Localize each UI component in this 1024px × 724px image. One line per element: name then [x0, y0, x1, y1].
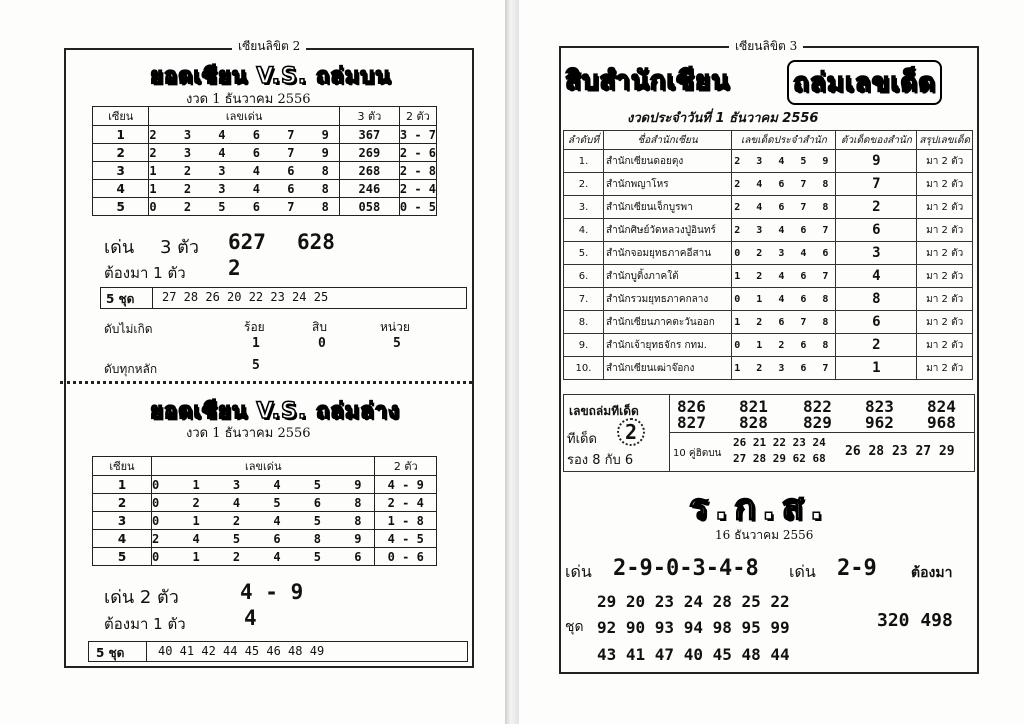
table-row [564, 150, 973, 173]
row-school-name: สำนักเซียนเฒ่าจ๊อกง [603, 357, 731, 380]
right-title-a: สิบสำนักเซียน [565, 66, 730, 96]
row-number: 5 [93, 198, 149, 216]
row-school-name: สำนักบูติ้งภาคใต้ [603, 265, 731, 288]
row-digits: 1 2 6 7 8 [732, 311, 836, 334]
page-gutter [505, 0, 519, 724]
row-two: 0 - 5 [399, 199, 436, 214]
lek-hline [669, 432, 974, 433]
col-header-sian: เซียน [93, 457, 152, 476]
row-two: 2 - 4 [399, 181, 436, 196]
row-key: 8 [836, 288, 917, 311]
table-row [93, 548, 437, 566]
rong-label: รอง 8 กับ 6 [567, 453, 634, 468]
row-number: 2 [93, 144, 149, 162]
table-row [564, 219, 973, 242]
col-header-three: 3 ตัว [339, 107, 399, 126]
right-page-header: เซียนลิขิต 3 [729, 37, 803, 56]
row-school-name: สำนักรวมยุทธภาคกลาง [603, 288, 731, 311]
bottom-den-label: เด่น 2 ตัว [104, 587, 179, 608]
row-summary: มา 2 ตัว [917, 150, 973, 173]
row-order: 3. [564, 196, 604, 219]
dab-all-value: 5 [252, 358, 260, 373]
bottom-set-values: 40 41 42 44 45 46 48 49 [158, 644, 325, 658]
row-summary: มา 2 ตัว [917, 288, 973, 311]
row-school-name: สำนักเซียนดอยตุง [603, 150, 731, 173]
row-three: 246 [339, 180, 399, 198]
row-digits: 2 4 6 7 8 [732, 173, 836, 196]
row-order: 6. [564, 265, 604, 288]
row-key: 6 [836, 311, 917, 334]
lek-row2-1: 827 [677, 413, 706, 432]
den2-value: 2-9 [837, 556, 877, 581]
row-digits: 0 1 2 4 5 6 [152, 549, 375, 564]
table-row [93, 180, 437, 198]
rks-logo: ร.ก.ส. [689, 487, 830, 528]
row-two: 2 - 4 [375, 494, 437, 512]
lek-label: เลขถล่มทีเด็ด [569, 404, 639, 418]
den-label: เด่น [565, 562, 592, 581]
top-tongma-value: 2 [228, 256, 241, 280]
row-digits: 2 3 4 5 9 [732, 150, 836, 173]
top-set-divider [152, 287, 153, 308]
row-school-name: สำนักเจ้ายุทธจักร กทม. [603, 334, 731, 357]
row-digits: 2 3 4 6 7 9 [149, 145, 339, 160]
top-tongma-label: ต้องมา 1 ตัว [104, 264, 186, 282]
table-row [93, 162, 437, 180]
col-header-school: ชื่อสำนักเซียน [603, 131, 731, 150]
row-digits: 2 3 4 6 7 9 [149, 127, 339, 142]
val-sip: 0 [318, 336, 326, 351]
pair-row1: 26 21 22 23 24 [733, 436, 826, 449]
row-order: 7. [564, 288, 604, 311]
bottom-table-header-row [93, 457, 437, 476]
row-summary: มา 2 ตัว [917, 242, 973, 265]
table-row [564, 288, 973, 311]
lek-row1-2: 821 [739, 397, 768, 416]
chut-row1: 29 20 23 24 28 25 22 [597, 592, 790, 611]
col-header-two: 2 ตัว [399, 107, 436, 126]
row-school-name: สำนักจอมยุทธภาคอีสาน [603, 242, 731, 265]
top-section-title: ยอดเซียน V.S. ถล่มบน [150, 64, 392, 89]
row-three: 367 [339, 126, 399, 144]
col-header-digits: เลขเด็ดประจำสำนัก [732, 131, 836, 150]
row-school-name: สำนักเซียนภาคตะวันออก [603, 311, 731, 334]
row-key: 6 [836, 219, 917, 242]
tid-label: ทีเด็ด [567, 432, 597, 447]
col-header-key: ตัวเด็ดของสำนัก [836, 131, 917, 150]
table-row [564, 265, 973, 288]
row-number: 1 [93, 476, 152, 494]
row-digits: 2 3 4 6 7 [732, 219, 836, 242]
top-section-subtitle: งวด 1 ธันวาคม 2556 [186, 92, 311, 107]
row-key: 3 [836, 242, 917, 265]
table-row [564, 311, 973, 334]
row-digits: 2 4 6 7 8 [732, 196, 836, 219]
col-nuay: หน่วย [380, 320, 410, 334]
chut-row2: 92 90 93 94 98 95 99 [597, 618, 790, 637]
pair-extra: 26 28 23 27 29 [845, 444, 955, 459]
dab-all-label: ดับทุกหลัก [104, 362, 158, 376]
row-number: 1 [93, 126, 149, 144]
row-two: 3 - 7 [399, 127, 436, 142]
top-set-values: 27 28 26 20 22 23 24 25 [162, 290, 329, 304]
school-table [563, 130, 973, 380]
row-digits: 1 2 3 4 6 8 [149, 181, 339, 196]
col-roi: ร้อย [244, 320, 265, 334]
section-divider [60, 381, 472, 384]
den-chain: 2-9-0-3-4-8 [613, 556, 759, 581]
row-order: 4. [564, 219, 604, 242]
lek-row1-4: 823 [865, 397, 894, 416]
row-summary: มา 2 ตัว [917, 196, 973, 219]
row-summary: มา 2 ตัว [917, 311, 973, 334]
table-row [93, 126, 437, 144]
row-three: 269 [339, 144, 399, 162]
extra-numbers: 320 498 [877, 610, 953, 631]
row-order: 8. [564, 311, 604, 334]
row-three: 058 [339, 198, 399, 216]
bottom-tongma-label: ต้องมา 1 ตัว [104, 615, 186, 633]
bottom-section-subtitle: งวด 1 ธันวาคม 2556 [186, 426, 311, 441]
table-row [564, 173, 973, 196]
tid-value: 2 [617, 418, 645, 446]
row-number: 2 [93, 494, 152, 512]
right-title-b: ถล่มเลขเด็ด [787, 60, 942, 105]
row-key: 2 [836, 334, 917, 357]
row-summary: มา 2 ตัว [917, 357, 973, 380]
row-digits: 1 2 3 6 7 [732, 357, 836, 380]
lek-row1-3: 822 [803, 397, 832, 416]
top-table-header-row [93, 107, 437, 126]
row-key: 4 [836, 265, 917, 288]
row-school-name: สำนักเซียนเจ็กบูรพา [603, 196, 731, 219]
col-header-order: ลำดับที่ [564, 131, 604, 150]
pair-row2: 27 28 29 62 68 [733, 452, 826, 465]
left-page-header: เซียนลิขิต 2 [232, 37, 306, 56]
row-digits: 0 1 3 4 5 9 [152, 477, 375, 492]
row-order: 2. [564, 173, 604, 196]
table-row [93, 494, 437, 512]
row-digits: 1 2 4 6 7 [732, 265, 836, 288]
table-row [564, 334, 973, 357]
row-number: 4 [93, 530, 152, 548]
chut-row3: 43 41 47 40 45 48 44 [597, 645, 790, 664]
row-number: 5 [93, 548, 152, 566]
lek-row1-5: 824 [927, 397, 956, 416]
school-table-header-row [564, 131, 973, 150]
row-two: 4 - 9 [375, 476, 437, 494]
rks-date: 16 ธันวาคม 2556 [715, 528, 814, 542]
top-den-label: เด่น [104, 237, 135, 258]
row-three: 268 [339, 162, 399, 180]
col-header-lekden: เลขเด่น [149, 107, 339, 126]
row-digits: 0 1 4 6 8 [732, 288, 836, 311]
row-order: 5. [564, 242, 604, 265]
dab-label: ดับไม่เกิด [104, 322, 153, 336]
right-subtitle: งวดประจำวันที่ 1 ธันวาคม 2556 [627, 111, 819, 126]
row-summary: มา 2 ตัว [917, 219, 973, 242]
pair-label: 10 คู่ฮิตบน [673, 448, 722, 459]
top-den-value-1: 627 [228, 230, 266, 254]
val-roi: 1 [252, 336, 260, 351]
lek-row1-1: 826 [677, 397, 706, 416]
row-summary: มา 2 ตัว [917, 265, 973, 288]
table-row [93, 512, 437, 530]
bottom-section-title: ยอดเซียน V.S. ถล่มล่าง [150, 399, 400, 424]
bottom-set-divider [146, 641, 147, 661]
row-order: 1. [564, 150, 604, 173]
row-two: 2 - 8 [399, 163, 436, 178]
table-row [93, 198, 437, 216]
table-row [93, 530, 437, 548]
row-school-name: สำนักศิษย์วัดหลวงปู่อินทร์ [603, 219, 731, 242]
row-school-name: สำนักพญาโหร [603, 173, 731, 196]
lek-row2-5: 968 [927, 413, 956, 432]
table-row [93, 476, 437, 494]
top-den-count: 3 ตัว [160, 237, 199, 258]
col-sip: สิบ [312, 320, 327, 334]
bottom-set-label: 5 ชุด [96, 646, 125, 660]
row-two: 1 - 8 [375, 512, 437, 530]
col-header-summary: สรุปเลขเด็ด [917, 131, 973, 150]
table-row [564, 196, 973, 219]
row-summary: มา 2 ตัว [917, 334, 973, 357]
row-order: 9. [564, 334, 604, 357]
table-row [564, 242, 973, 265]
left-page [0, 0, 505, 724]
col-header-two: 2 ตัว [375, 457, 437, 476]
row-number: 3 [93, 162, 149, 180]
col-header-lekden: เลขเด่น [152, 457, 375, 476]
row-number: 4 [93, 180, 149, 198]
row-key: 7 [836, 173, 917, 196]
val-nuay: 5 [393, 336, 401, 351]
table-row [93, 144, 437, 162]
top-den-value-2: 628 [297, 230, 335, 254]
right-page [519, 0, 1024, 724]
row-two: 2 - 6 [399, 145, 436, 160]
col-header-sian: เซียน [93, 107, 149, 126]
row-key: 1 [836, 357, 917, 380]
row-digits: 0 2 4 5 6 8 [152, 495, 375, 510]
top-numbers-table [92, 106, 437, 216]
bottom-tongma-value: 4 [244, 606, 257, 630]
chut-label: ชุด [565, 619, 584, 635]
row-digits: 2 4 5 6 8 9 [152, 531, 375, 546]
row-number: 3 [93, 512, 152, 530]
den2-label: เด่น [789, 562, 816, 581]
row-order: 10. [564, 357, 604, 380]
row-two: 0 - 6 [375, 548, 437, 566]
row-summary: มา 2 ตัว [917, 173, 973, 196]
lek-row2-4: 962 [865, 413, 894, 432]
tongma-label: ต้องมา [911, 565, 953, 581]
row-key: 2 [836, 196, 917, 219]
row-digits: 0 1 2 6 8 [732, 334, 836, 357]
lek-row2-3: 829 [803, 413, 832, 432]
row-key: 9 [836, 150, 917, 173]
row-digits: 0 1 2 4 5 8 [152, 513, 375, 528]
row-digits: 0 2 5 6 7 8 [149, 199, 339, 214]
row-digits: 0 2 3 4 6 [732, 242, 836, 265]
lek-row2-2: 828 [739, 413, 768, 432]
row-digits: 1 2 3 4 6 8 [149, 163, 339, 178]
row-two: 4 - 5 [375, 530, 437, 548]
table-row [564, 357, 973, 380]
top-set-label: 5 ชุด [106, 292, 135, 306]
bottom-den-value: 4 - 9 [240, 580, 304, 604]
bottom-numbers-table [92, 456, 437, 566]
